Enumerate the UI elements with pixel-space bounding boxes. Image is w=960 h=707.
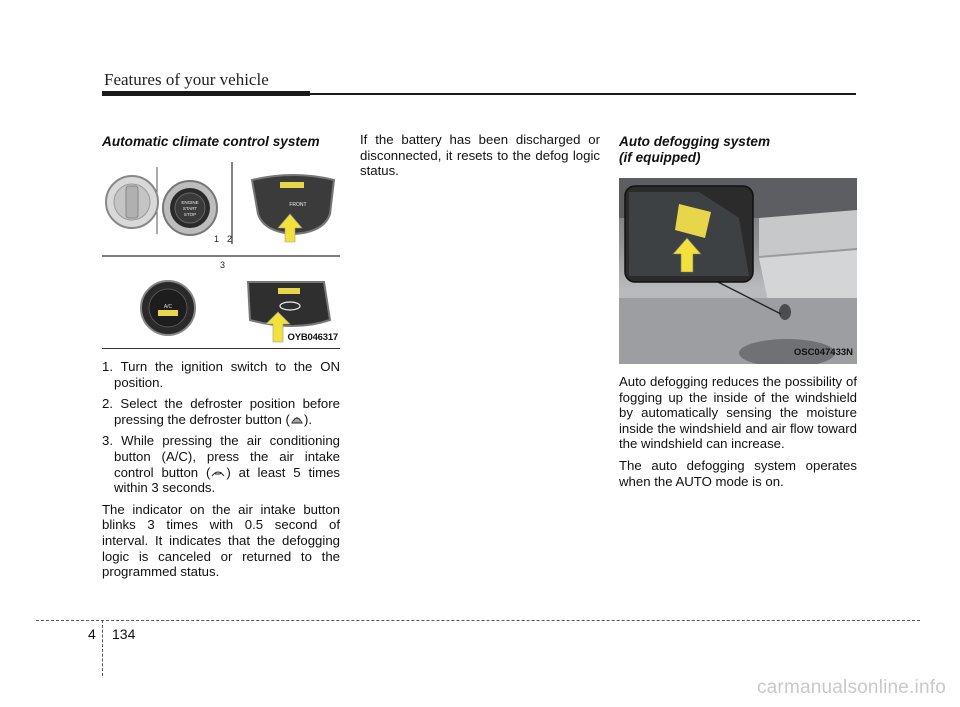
step-1: 1. Turn the ignition switch to the ON position.: [102, 359, 340, 390]
page-section-number: 4: [88, 626, 96, 642]
air-intake-icon: [210, 467, 226, 478]
step-2-text-after: ).: [303, 411, 312, 427]
middle-column: [360, 132, 600, 185]
figure-caption-osc: OSC047433N: [793, 347, 853, 359]
page-number: 134: [112, 626, 136, 642]
footer-vertical-dashed-rule: [102, 620, 103, 676]
section-heading-if-equipped: (if equipped): [619, 150, 701, 165]
label-two: 2: [227, 234, 233, 244]
step-2: [102, 396, 340, 427]
auto-defog-paragraph-2: The auto defogging system operates when the AUTO mode is on.: [619, 457, 857, 489]
climate-control-illustration: [102, 162, 340, 348]
auto-defog-illustration: [619, 178, 857, 364]
step-3: [102, 433, 340, 495]
right-column: [619, 134, 857, 495]
page-header-title: Features of your vehicle: [104, 70, 269, 89]
footer-dashed-rule: [36, 620, 920, 621]
section-heading-climate-control: Automatic climate control system: [102, 134, 320, 149]
ac-label: A/C: [163, 304, 173, 310]
header-rule-thin: [310, 93, 856, 95]
watermark: carmanualsonline.info: [756, 677, 946, 698]
auto-defog-figure: [619, 178, 857, 364]
stop-label: STOP: [183, 212, 197, 217]
label-three: 3: [220, 260, 226, 270]
step-3-text-after: ) at least 5 times within 3 seconds.: [114, 464, 341, 496]
engine-label: ENGINE: [181, 200, 199, 205]
indicator-paragraph: The indicator on the air intake button blinks 3 times with 0.5 second of interval. It indicates that the defogging logic is canceled or returned to the programmed status.: [102, 501, 340, 580]
auto-defog-paragraph-1: Auto defogging reduces the possibility of fogging up the inside of the windshield by automatically sensing the moisture inside the windshield and air flow toward the windshield can increase.: [619, 374, 857, 452]
header-rule-thick: [102, 91, 310, 96]
front-label: FRONT: [289, 202, 307, 208]
left-column: [102, 134, 340, 586]
climate-control-figure: [102, 162, 340, 349]
start-label: START: [182, 206, 198, 211]
figure-caption-oyb: OYB046317: [287, 332, 338, 344]
defroster-icon: [290, 414, 304, 425]
label-one: 1: [214, 234, 220, 244]
step-3-text-before: 3. While pressing the air conditioning button (A/C), press the air intake control button (: [102, 433, 340, 480]
step-2-text-before: 2. Select the defroster position before pressing the defroster button (: [102, 396, 340, 427]
section-heading-auto-defog: Auto defogging system: [619, 134, 771, 149]
battery-reset-paragraph: If the battery has been discharged or disconnected, it resets to the defog logic status.: [360, 132, 600, 179]
